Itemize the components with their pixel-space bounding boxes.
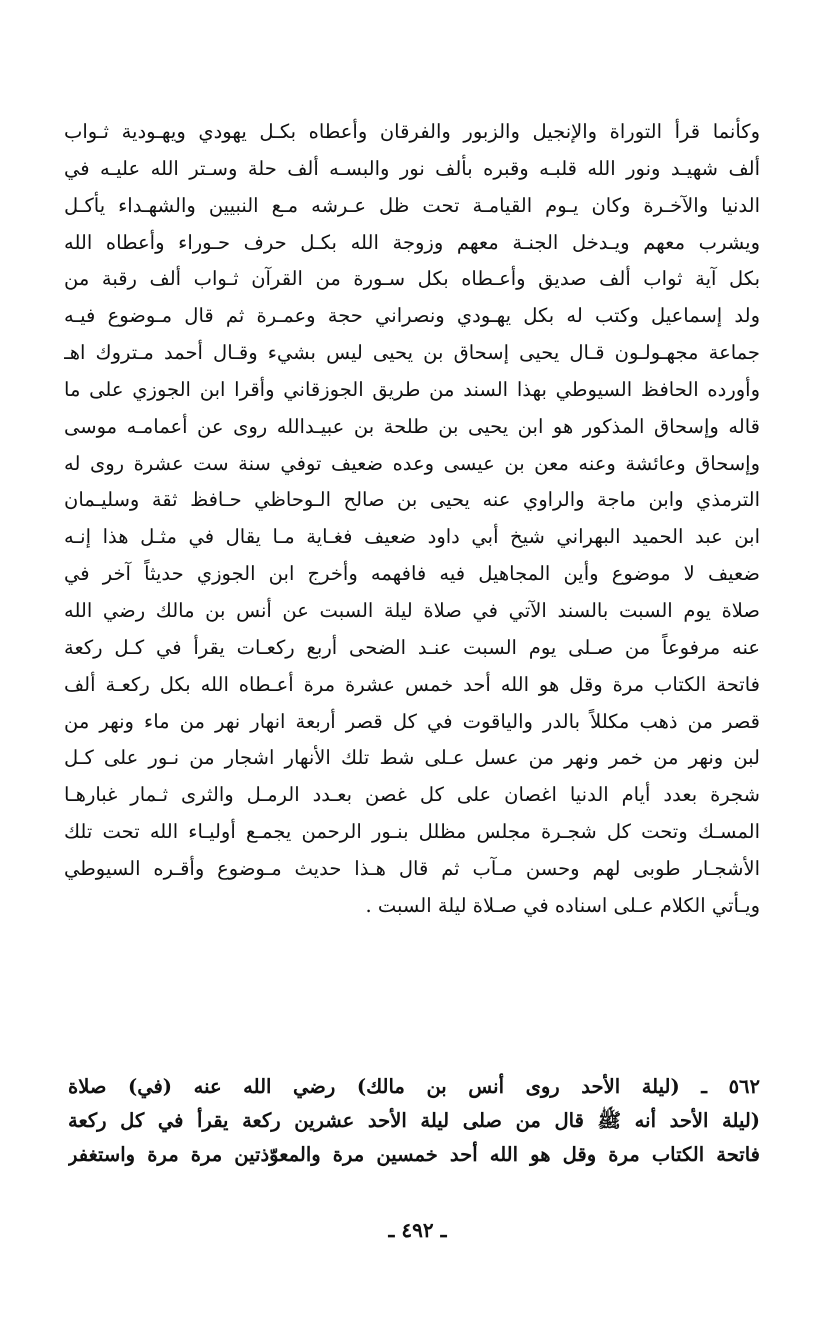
body-line: الدنيا والآخـرة وكان يـوم القيامـة تحت ظل عـرشه مـع النبيين والشهـداء يأكـل bbox=[64, 193, 760, 217]
body-line: وأورده الحافظ السيوطي بهذا السند من طريق الجوزقاني وأقرا ابن الجوزي على ما bbox=[64, 377, 760, 401]
body-line: صلاة يوم السبت بالسند الآتي في صلاة ليلة السبت عن أنس بن مالك رضي الله bbox=[64, 598, 760, 622]
body-line: لبن ونهر من خمر ونهر من عسل عـلى شط تلك الأنهار اشجار من نـور على كـل bbox=[64, 746, 760, 770]
hadith-entry-562 bbox=[68, 1070, 760, 1172]
body-line: الأشجـار طوبى لهم وحسن مـآب ثم قال هـذا حديث مـوضوع وأقـره السيوطي bbox=[64, 856, 760, 880]
body-line: قصر من ذهب مكللاً بالدر والياقوت في كل قصر أربعة انهار نهر من ماء ونهر من bbox=[64, 709, 760, 733]
body-line: المسـك وتحت كل شجـرة مجلس مظلل بنـور الرحمن يجمـع أوليـاء الله تحت تلك bbox=[64, 820, 760, 844]
body-line: ويشرب معهم ويـدخل الجنـة معهم وزوجة الله بكـل حرف حـوراء وأعطاه الله bbox=[64, 230, 760, 254]
body-line: قاله وإسحاق المذكور هو ابن يحيى بن طلحة بن عبيـدالله روى عن أعمامـه موسى bbox=[64, 414, 760, 438]
body-line: وكأنما قرأ التوراة والإنجيل والزبور والفرقان وأعطاه بكـل يهودي ويهـودية ثـواب bbox=[64, 120, 760, 143]
body-line: ولد إسماعيل وكتب له بكل يهـودي ونصراني حجة وعمـرة ثم قال مـوضوع فيـه bbox=[64, 304, 760, 328]
body-line: وإسحاق وعائشة وعنه معن بن عيسى وعده ضعيف توفي سنة ست عشرة روى له bbox=[64, 451, 760, 475]
body-line: جماعة مجهـولـون قـال يحيى إسحاق بن يحيى ليس بشيء وقـال أحمد مـتروك اهـ bbox=[64, 341, 760, 365]
hadith-line: (ليلة الأحد أنه ﷺ قال من صلى ليلة الأحد عشرين ركعة يقرأ في كل ركعة bbox=[68, 1109, 760, 1132]
body-text bbox=[64, 114, 760, 925]
body-line: ألف شهيـد ونور الله قلبـه وقبره بألف نور والبسـه ألف حلة وسـتر الله عليـه في bbox=[64, 156, 760, 180]
body-line: الترمذي وابن ماجة والراوي عنه يحيى بن صالح الـوحاظي حـافظ ثقة وسليـمان bbox=[64, 488, 760, 512]
body-line: ابن عبد الحميد البهراني شيخ أبي داود ضعيف فغـاية مـا يقال في مثـل هذا إنـه bbox=[64, 525, 760, 549]
hadith-line: فاتحة الكتاب مرة وقل هو الله أحد خمسين مرة والمعوّذتين مرة مرة واستغفر bbox=[68, 1143, 760, 1166]
body-line: بكل آية ثواب ألف صديق وأعـطاه بكل سـورة من القرآن ثـواب ألف رقبة من bbox=[64, 267, 760, 291]
body-line: ضعيف لا موضوع وأين المجاهيل فيه فافهمه وأخرج ابن الجوزي حديثاً آخر في bbox=[64, 562, 760, 586]
body-line: عنه مرفوعاً من صـلى يوم السبت عنـد الضحى أربع ركعـات يقرأ في كـل ركعة bbox=[64, 635, 760, 659]
body-line: شجرة بعدد أيام الدنيا اغصان على كل غصن بعـدد الرمـل والثرى ثـمار غبارهـا bbox=[64, 783, 760, 807]
body-line: فاتحة الكتاب مرة وقل هو الله أحد خمس عشرة مرة أعـطاه الله بكل ركعـة ألف bbox=[64, 672, 760, 696]
hadith-heading-line: ٥٦٢ ـ (ليلة الأحد روى أنس بن مالك) رضي الله عنه (في) صلاة bbox=[68, 1075, 760, 1098]
page-number: ـ ٤٩٢ ـ bbox=[388, 1218, 447, 1242]
body-line-last: ويـأتي الكلام عـلى اسناده في صـلاة ليلة السبت . bbox=[365, 893, 760, 917]
